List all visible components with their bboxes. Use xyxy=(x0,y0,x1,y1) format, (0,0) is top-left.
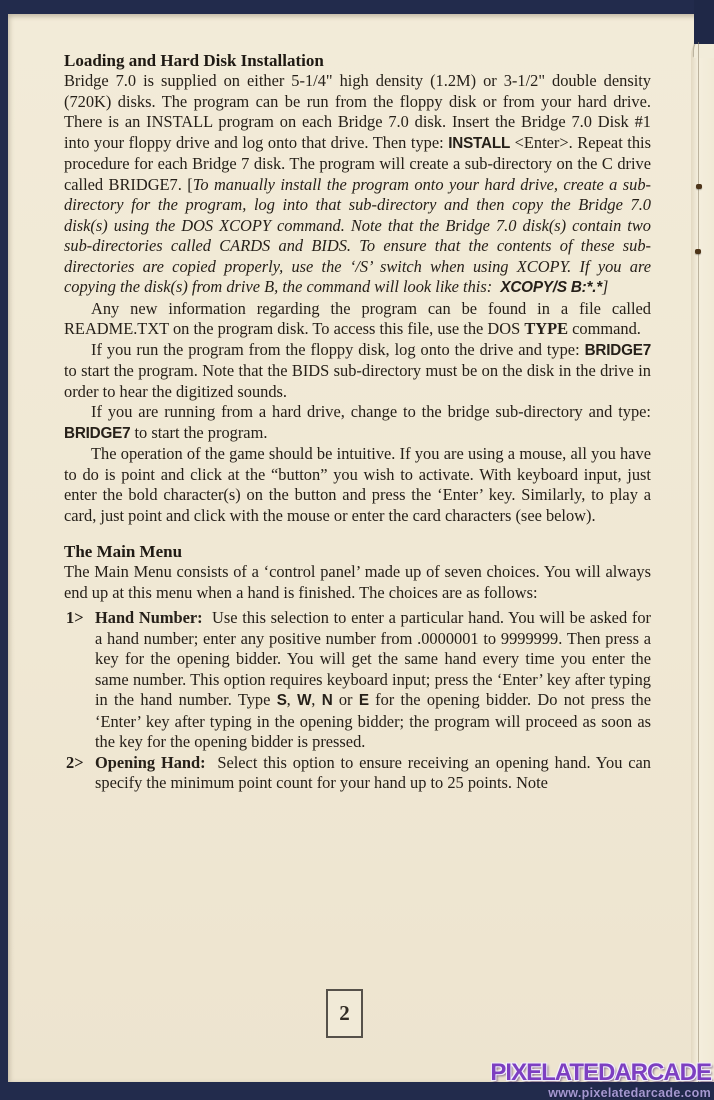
list-item-marker: 1> xyxy=(66,608,84,627)
paragraph-readme: Any new information regarding the program can be found in a file called README.TXT on the program disk. To access this file, use the DOS TYPE command. xyxy=(64,298,651,338)
page-number-box xyxy=(326,989,363,1038)
page-fold-crease xyxy=(698,42,699,1082)
paragraph-install: Bridge 7.0 is supplied on either 5-1/4" high density (1.2M) or 3-1/2" double density (720K) disks. The program can be run from the floppy disk or from your hard drive. There is an INSTALL program on each Bridge 7.0 disk. Insert the Bridge 7.0 Disk #1 into your floppy drive and log onto that drive. Then type: INSTALL <Enter>. Repeat this procedure for each Bridge 7 disk. The program will create a sub-directory on the C drive called BRIDGE7. [To manually install the program onto your hard drive, create a sub-directory for the program, log into that sub-directory and then copy the Bridge 7.0 disk(s) using the DOS XCOPY command. Note that the Bridge 7.0 disk(s) contain two sub-directories called CARDS and BIDS. To ensure that the contents of these sub-directories are copied properly, use the ‘/S’ switch when using XCOPY. If you are copying the disk(s) from drive B, the command will look like this: XCOPY/S B:*.*] xyxy=(64,71,651,296)
list-item-body: Opening Hand: Select this option to ensure receiving an opening hand. You can specify the minimum point count for your hand up to 25 points. Note xyxy=(95,752,651,792)
staple-icon xyxy=(696,184,702,189)
list-item-opening-hand xyxy=(64,753,651,794)
page-number: 2 xyxy=(339,1001,350,1025)
section-heading-main-menu: The Main Menu xyxy=(64,542,183,561)
page-content xyxy=(64,50,651,794)
cover-corner xyxy=(694,0,714,44)
section-heading-loading: Loading and Hard Disk Installation xyxy=(64,51,324,70)
paragraph-operation: The operation of the game should be intuitive. If you are using a mouse, all you have to do is point and click at the “button” you wish to activate. With keyboard input, just enter the bold character(s) on the button and press the ‘Enter’ key. Similarly, to play a card, just point and click with the mouse or enter the card characters (see below). xyxy=(64,444,651,525)
watermark-url: www.pixelatedarcade.com xyxy=(548,1086,711,1100)
list-item-marker: 2> xyxy=(66,752,84,772)
list-item-body: Hand Number: Use this selection to enter a particular hand. You will be asked for a hand number; enter any positive number from .0000001 to 9999999. Then press a key for the opening bidder. You will get the same hand every time you enter the same number. This option requires keyboard input; press the ‘Enter’ key after typing in the hand number. Type S, W, N or E for the opening bidder. Do not press the ‘Enter’ key after typing in the opening bidder; the program will proceed as soon as the key for the opening bidder is pressed. xyxy=(95,608,651,751)
paragraph-main-menu-intro: The Main Menu consists of a ‘control panel’ made up of seven choices. You will always end up at this menu when a hand is finished. The choices are as follows: xyxy=(64,562,651,602)
staple-icon xyxy=(695,249,701,254)
adjacent-page-edge xyxy=(691,40,714,1082)
list-item-hand-number xyxy=(64,608,651,753)
main-menu-choice-list xyxy=(64,608,651,794)
watermark-title: PIXELATEDARCADE xyxy=(490,1059,711,1086)
watermark xyxy=(490,1061,711,1100)
paragraph-harddrive-run: If you are running from a hard drive, change to the bridge sub-directory and type: BRIDGE7 to start the program. xyxy=(64,402,651,442)
paragraph-floppy-run: If you run the program from the floppy disk, log onto the drive and type: BRIDGE7 to start the program. Note that the BIDS sub-directory must be on the disk in the drive in order to hear the digitized sounds. xyxy=(64,339,651,401)
